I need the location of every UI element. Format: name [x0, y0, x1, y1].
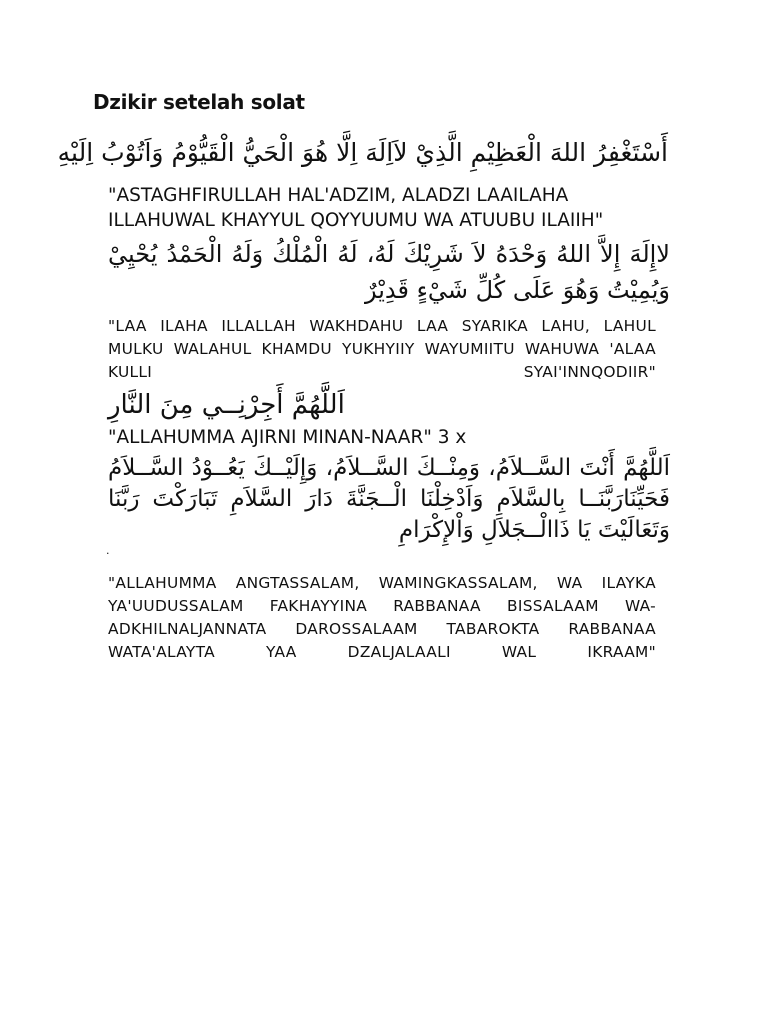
- latin-tahlil: "LAA ILAHA ILLALLAH WAKHDAHU LAA SYARIKA LAHU, LAHUL MULKU WALAHUL KHAMDU YUKHYIIY WAYUMIITU WAHUWA 'ALAA KULLI SYAI'INNQODIIR": [108, 317, 656, 381]
- latin-ajirni: "ALLAHUMMA AJIRNI MINAN-NAAR" 3 x: [108, 427, 467, 448]
- latin-istighfar: "ASTAGHFIRULLAH HAL'ADZIM, ALADZI LAAILAHA ILLAHUWAL KHAYYUL QOYYUUMU WA ATUUBU ILAIIH": [108, 185, 604, 231]
- page-title: Dzikir setelah solat: [93, 90, 305, 114]
- latin-antassalam: "ALLAHUMMA ANGTASSALAM, WAMINGKASSALAM, WA ILAYKA YA'UUDUSSALAM FAKHAYYINA RABBANAA BISSALAAM WA-ADKHILNALJANNATA DAROSSALAAM TABAROKTA RABBANAA WATA'ALAYTA YAA DZALJALAALI WAL IKRAAM": [108, 574, 656, 661]
- arabic-istighfar: أَسْتَغْفِرُ اللهَ الْعَظِيْمِ الَّذِيْ لاَاِلَهَ اِلَّا هُوَ الْحَيُّ الْقَيُّوْمُ وَاَتُوْبُ اِلَيْهِ: [57, 138, 668, 167]
- arabic-tahlil: لاإِلَهَ إِلاَّ اللهُ وَحْدَهُ لاَ شَرِيْكَ لَهُ، لَهُ الْمُلْكُ وَلَهُ الْحَمْدُ يُحْيِيْ وَيُمِيْتُ وَهُوَ عَلَى كُلِّ شَيْءٍ قَدِيْرٌ: [108, 240, 670, 304]
- separator-dot: .: [106, 544, 110, 557]
- arabic-antassalam: اَللَّهُمَّ أَنْتَ السَّــلاَمُ، وَمِنْــكَ السَّــلاَمُ، وَإِلَيْــكَ يَعُــوْدُ السَّــلاَمُ فَحَيِّنَارَبَّنَــا بِالسَّلاَمِ وَاَدْخِلْنَا الْــجَنَّةَ دَارَ السَّلاَمِ تَبَارَكْتَ رَبَّنَا وَتَعَالَيْتَ يَا ذَاالْــجَلاَلِ وَاْلإِكْرَامِ: [108, 455, 670, 543]
- arabic-ajirni: اَللَّهُمَّ أَجِرْنِــي مِنَ النَّارِ: [108, 390, 345, 420]
